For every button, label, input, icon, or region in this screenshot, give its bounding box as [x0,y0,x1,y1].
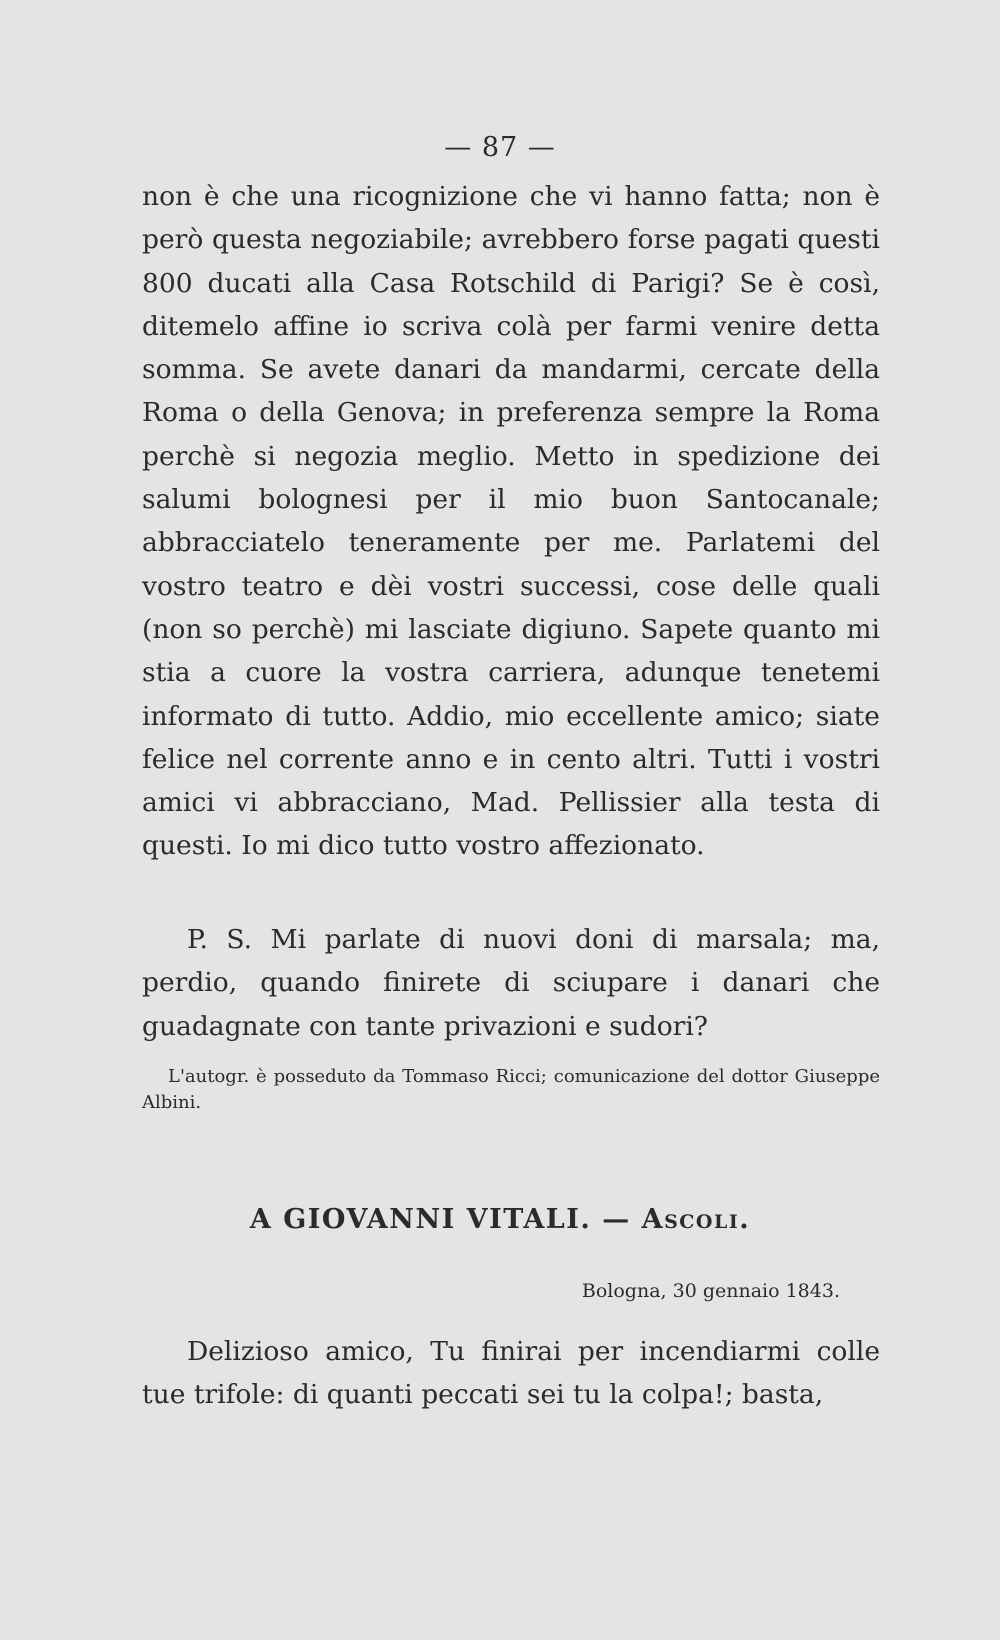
letter-opening: Delizioso amico, Tu finirai per incendiarmi colle tue trifole: di quanti peccati sei tu la colpa!; basta, [142,1336,880,1411]
heading-place: Ascoli. [641,1204,751,1235]
letter-heading [0,1204,1000,1235]
body-paragraph: non è che una ricognizione che vi hanno fatta; non è però questa negoziabile; avrebbero forse pagati questi 800 ducati alla Casa Rotschild di Parigi? Se è così, ditemelo affine io scriva colà per farmi venire detta somma. Se avete danari da mandarmi, cercate della Roma o della Genova; in preferenza sempre la Roma perchè si negozia meglio. Metto in spedizione dei salumi bolognesi per il mio buon Santocanale; abbracciatelo teneramente per me. Parlatemi del vostro teatro e dèi vostri successi, cose delle quali (non so perchè) mi lasciate digiuno. Sapete quanto mi stia a cuore la vostra carriera, adunque tenetemi informato di tutto. Addio, mio eccellente amico; siate felice nel corrente anno e in cento altri. Tutti i vostri amici vi abbracciano, Mad. Pellissier alla testa di questi. Io mi dico tutto vostro affezionato. [142,181,880,862]
page-number: — 87 — [444,132,556,163]
dateline: Bologna, 30 gennaio 1843. [581,1280,840,1302]
postscript-paragraph: P. S. Mi parlate di nuovi doni di marsala; ma, perdio, quando finirete di sciupare i danari che guadagnate con tante privazioni e sudori? [142,924,880,1042]
heading-recipient: A GIOVANNI VITALI. — [249,1204,631,1235]
footnote: L'autogr. è posseduto da Tommaso Ricci; comunicazione del dottor Giuseppe Albini. [142,1066,880,1113]
